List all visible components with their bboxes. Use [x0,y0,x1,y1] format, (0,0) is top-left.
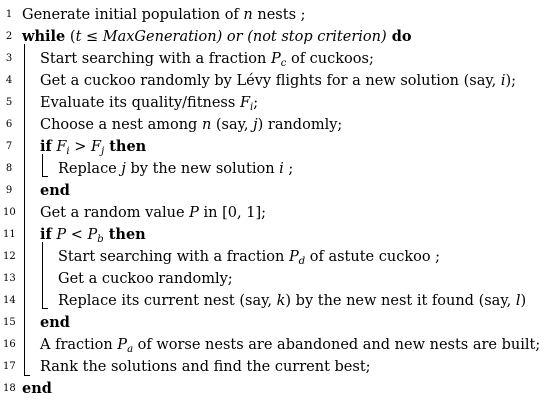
line-number: 12 [3,251,16,262]
line-number: 15 [3,317,16,328]
line-text-segment: of cuckoos; [286,51,374,67]
line-text-segment: d [298,256,306,267]
line-text-segment: ; [283,161,294,177]
line-text-segment: of astute cuckoo ; [305,249,441,265]
line-text-segment: if [40,226,52,243]
line-text-segment: P [270,51,281,67]
line-text-segment: ≤ [81,29,103,45]
line-text-segment: ) by the new nest it found (say, [285,293,516,309]
line-text-segment: Get a random value [40,205,190,221]
line-number: 10 [3,207,16,218]
algorithm-line [0,158,546,180]
line-text-segment: of worse nests are abandoned and new nests are built; [133,337,541,353]
line-number: 2 [5,31,13,42]
line-text-segment: P [87,227,98,243]
line-text-segment: ( [65,29,76,45]
line-number: 4 [5,75,13,86]
line-text [40,70,516,92]
line-text-segment: Rank the solutions and find the current best; [40,359,371,375]
algorithm-line [0,290,546,312]
line-text [40,114,342,136]
line-text-segment: < [66,227,88,243]
algorithm-line [0,136,546,158]
line-text [22,26,412,48]
line-text-segment: j [121,161,126,177]
line-text-segment: by the new solution [125,161,280,177]
algorithm-line [0,180,546,202]
line-text-segment: Start searching with a fraction [58,249,289,265]
line-text-segment: A fraction [40,337,118,353]
line-text-segment: a [127,344,134,355]
line-text-segment: in [0, 1]; [198,205,266,221]
line-text-segment: Get a cuckoo randomly by Lévy flights for a new solution (say, [40,73,501,89]
line-text-segment: MaxGeneration [102,29,217,45]
line-number: 16 [3,339,16,350]
line-text-segment: F [91,139,102,155]
line-text-segment: ; [253,95,259,111]
line-text-segment: > [69,139,91,155]
line-text-segment: F [56,139,67,155]
algorithm-line [0,246,546,268]
line-text-segment: P [117,337,128,353]
line-text-segment: t [75,29,82,45]
algorithm-line [0,92,546,114]
line-text [22,378,52,400]
line-text-segment: Generate initial population of [22,7,244,23]
line-text-segment: if [40,138,52,155]
line-number: 8 [5,163,13,174]
algorithm-line [0,70,546,92]
line-text-segment: k [276,293,286,309]
line-text-segment: ) [520,293,527,309]
algorithm-line [0,334,546,356]
line-text-segment: j [101,146,105,157]
algorithm-line [0,378,546,400]
line-text-segment: Evaluate its quality/fitness [40,95,240,111]
line-text-segment: ) [216,29,223,45]
line-number: 13 [3,273,16,284]
line-text-segment: ) randomly; [257,117,343,133]
line-text-segment: end [40,182,70,199]
line-text-segment: i [500,73,506,89]
line-number: 11 [3,229,16,240]
line-text-segment: n [201,117,212,133]
line-text-segment: ); [505,73,517,89]
line-text-segment: P [288,249,299,265]
line-text-segment: Start searching with a fraction [40,51,271,67]
line-text-segment: Replace its current nest (say, [58,293,277,309]
line-text-segment: (say, [211,117,254,133]
line-number: 6 [5,119,13,130]
line-number: 3 [5,53,13,64]
algorithm-line [0,268,546,290]
line-text-segment: Get a cuckoo randomly; [58,271,233,287]
line-text-segment: i [66,146,70,157]
line-text-segment: Choose a nest among [40,117,202,133]
algorithm-line [0,356,546,378]
line-number: 14 [3,295,16,306]
line-text-segment: or (not stop criterion) [222,29,387,45]
algorithm-line [0,114,546,136]
line-text-segment: P [189,205,199,221]
algorithm-line [0,202,546,224]
line-text [58,290,526,312]
line-text-segment: b [97,234,104,245]
line-text-segment: do [386,28,412,45]
line-text [58,268,233,290]
line-text-segment: i [279,161,284,177]
line-number: 7 [5,141,13,152]
line-text-segment: c [280,58,287,69]
line-text-segment: then [103,226,146,243]
line-text [58,158,293,180]
algorithm-line [0,312,546,334]
line-text-segment: n [243,7,253,23]
line-text-segment: end [22,380,52,397]
algorithm-line [0,224,546,246]
line-text-segment: l [515,293,521,309]
algorithm-line [0,4,546,26]
line-text-segment: Replace [58,161,122,177]
line-text-segment: i [250,102,254,113]
line-text-segment: P [56,227,67,243]
line-text-segment: j [253,117,258,133]
line-text [40,356,371,378]
line-text [40,180,70,202]
line-number: 18 [3,383,16,394]
line-text-segment: end [40,314,70,331]
line-number: 1 [5,9,13,20]
line-text-segment: nests ; [252,7,306,23]
line-text [40,202,266,224]
algorithm-line [0,26,546,48]
line-text-segment: F [239,95,250,111]
line-text [22,4,306,26]
line-number: 17 [3,361,16,372]
line-text-segment: then [104,138,147,155]
line-number: 5 [5,97,13,108]
algorithm-line [0,48,546,70]
line-number: 9 [5,185,13,196]
line-text-segment: while [22,28,66,45]
line-text [40,312,70,334]
